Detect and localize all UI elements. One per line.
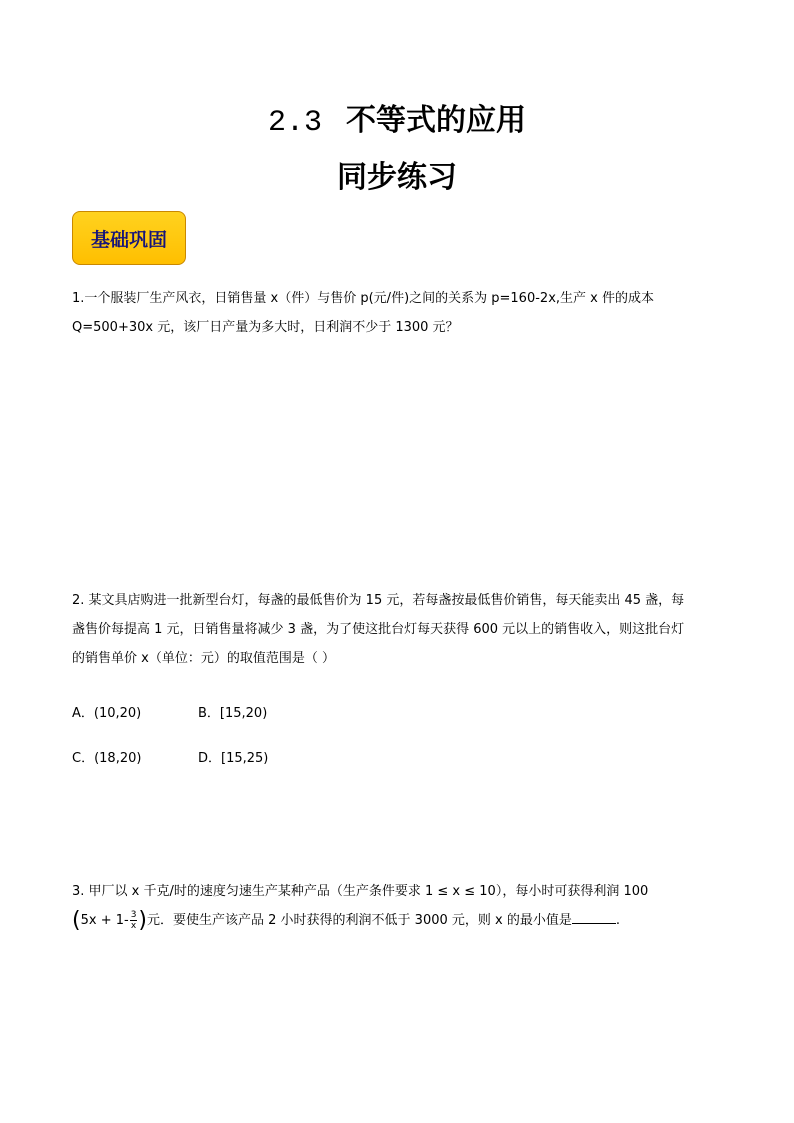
question-text-line-2 [72, 906, 722, 935]
answer-blank[interactable] [572, 909, 616, 924]
section-number: 2.3 [267, 106, 322, 140]
question-text-line: 3. 甲厂以 x 千克/时的速度匀速生产某种产品（生产条件要求 1 ≤ x ≤ 10），每小时可获得利润 100 [72, 884, 649, 899]
math-paren-close: ) [138, 908, 148, 933]
math-expression: 5x + 1- [80, 913, 129, 928]
math-fraction [130, 910, 138, 931]
question-text-line: 2. 某文具店购进一批新型台灯，每盏的最低售价为 15 元，若每盏按最低售价销售，每天能卖出 45 盏，每 [72, 593, 685, 608]
page-subtitle: 同步练习 [337, 160, 457, 195]
fraction-numerator: 3 [130, 910, 137, 920]
question-1 [72, 284, 722, 342]
choice-c: C．(18,20) [72, 751, 142, 766]
question-text-line: 1.一个服装厂生产风衣，日销售量 x（件）与售价 p(元/件)之间的关系为 p=160-2x,生产 x 件的成本 [72, 291, 654, 306]
choice-b: B．[15,20) [198, 706, 268, 721]
question-text-line: 盏售价每提高 1 元，日销售量将减少 3 盏，为了使这批台灯每天获得 600 元以上的销售收入，则这批台灯 [72, 622, 685, 637]
question-text-line: Q=500+30x 元，该厂日产量为多大时，日利润不少于 1300 元？ [72, 320, 459, 335]
fraction-denominator: x [130, 921, 137, 931]
question-2 [72, 586, 722, 673]
section-title: 不等式的应用 [346, 103, 526, 138]
choice-row [72, 747, 324, 792]
choice-row [72, 702, 324, 747]
question-3 [72, 877, 722, 935]
section-badge: 基础巩固 [72, 211, 186, 265]
math-paren-open: ( [72, 908, 81, 933]
question-text: 元．要使生产该产品 2 小时获得的利润不低于 3000 元，则 x 的最小值是 [147, 913, 572, 928]
page-title [0, 95, 794, 140]
choice-a: A．(10,20) [72, 706, 142, 721]
question-text-line: 的销售单价 x（单位：元）的取值范围是（ ） [72, 651, 335, 666]
choice-d: D．[15,25) [198, 751, 269, 766]
sentence-end: . [615, 913, 620, 928]
